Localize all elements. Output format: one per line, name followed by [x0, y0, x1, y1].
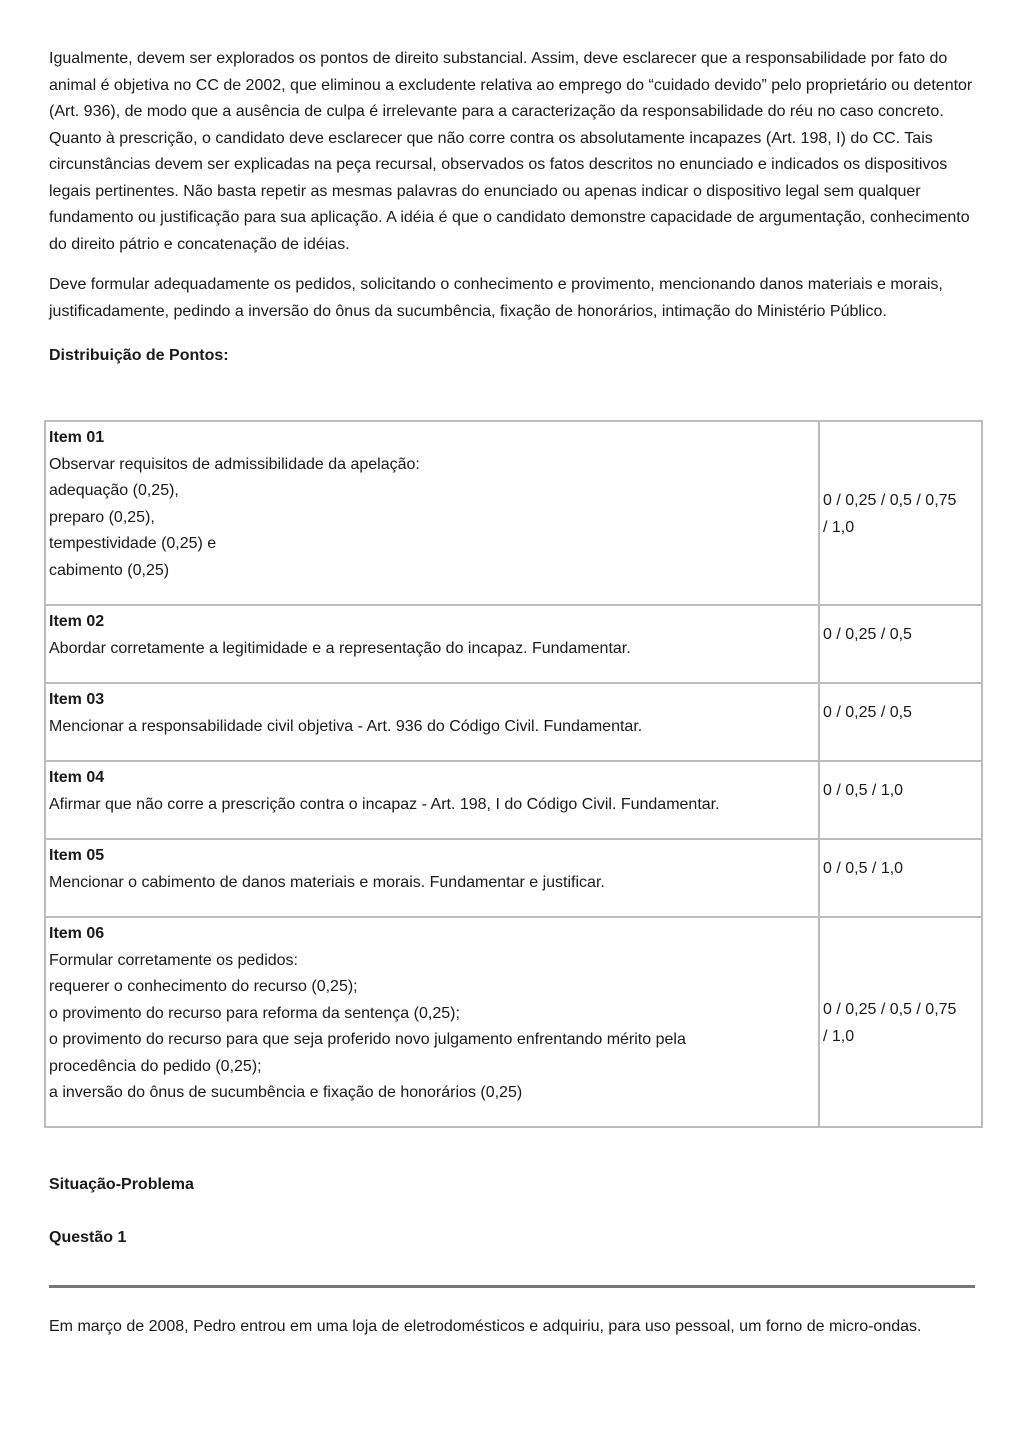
- item-line: Abordar corretamente a legitimidade e a representação do incapaz. Fundamentar.: [49, 639, 631, 657]
- item-points-cell: [819, 917, 982, 1127]
- item-points: 0 / 0,25 / 0,5: [823, 704, 912, 721]
- paragraph-requests: Deve formular adequadamente os pedidos, solicitando o conhecimento e provimento, mencionando danos materiais e morais, justificadamente, pedindo a inversão do ônus da sucumbência, fixação de honorários, intimação do Ministério Público.: [49, 276, 943, 320]
- item-points-cell: [819, 839, 982, 917]
- table-row: [45, 761, 982, 839]
- item-points-cell: [819, 605, 982, 683]
- item-title: Item 04: [49, 769, 105, 786]
- item-line: Observar requisitos de admissibilidade da apelação:: [49, 455, 420, 473]
- table-row: [45, 839, 982, 917]
- paragraph-substantive-law: Igualmente, devem ser explorados os pontos de direito substancial. Assim, deve esclarecer que a responsabilidade por fato do animal é objetiva no CC de 2002, que eliminou a excludente relativa ao emprego do “cuidado devido” pelo proprietário ou detentor (Art. 936), de modo que a ausência de culpa é irrelevante para a caracterização da responsabilidade do réu no caso concreto. Quanto à prescrição, o candidato deve esclarecer que não corre contra os absolutamente incapazes (Art. 198, I) do CC. Tais circunstâncias devem ser explicadas na peça recursal, observados os fatos descritos no enunciado e indicados os dispositivos legais pertinentes. Não basta repetir as mesmas palavras do enunciado ou apenas indicar o dispositivo legal sem qualquer fundamento ou justificação para sua aplicação. A idéia é que o candidato demonstre capacidade de argumentação, conhecimento do direito pátrio e concatenação de idéias.: [49, 50, 973, 253]
- item-points-continued: / 1,0: [823, 518, 855, 536]
- item-line: o provimento do recurso para que seja proferido novo julgamento enfrentando mérito pela: [49, 1031, 686, 1048]
- table-row: [45, 605, 982, 683]
- item-title: Item 03: [49, 691, 105, 708]
- item-line: procedência do pedido (0,25);: [49, 1057, 262, 1075]
- item-title: Item 06: [49, 925, 105, 942]
- item-line: cabimento (0,25): [49, 561, 170, 579]
- item-points-cell: [819, 761, 982, 839]
- item-description-cell: [45, 683, 819, 761]
- item-points: 0 / 0,25 / 0,5 / 0,75: [823, 1001, 957, 1018]
- section-heading: Situação-Problema: [49, 1176, 194, 1193]
- item-description-cell: [45, 839, 819, 917]
- item-line: Formular corretamente os pedidos:: [49, 951, 298, 969]
- item-points: 0 / 0,5 / 1,0: [823, 782, 904, 799]
- question-heading: Questão 1: [49, 1229, 127, 1246]
- item-points-cell: [819, 683, 982, 761]
- distribution-heading: Distribuição de Pontos:: [49, 347, 229, 364]
- item-description-cell: [45, 761, 819, 839]
- horizontal-divider: [49, 1285, 975, 1288]
- item-line: Afirmar que não corre a prescrição contra o incapaz - Art. 198, I do Código Civil. Fundamentar.: [49, 795, 720, 813]
- item-line: requerer o conhecimento do recurso (0,25);: [49, 978, 358, 995]
- item-line: preparo (0,25),: [49, 508, 155, 526]
- body-text: [49, 46, 975, 369]
- item-description-cell: [45, 605, 819, 683]
- table-row: [45, 683, 982, 761]
- item-description-cell: [45, 917, 819, 1127]
- item-points: 0 / 0,25 / 0,5: [823, 626, 912, 643]
- question-text: Em março de 2008, Pedro entrou em uma loja de eletrodomésticos e adquiriu, para uso pessoal, um forno de micro-ondas.: [49, 1318, 922, 1335]
- item-points: 0 / 0,5 / 1,0: [823, 860, 904, 877]
- item-line: Mencionar o cabimento de danos materiais e morais. Fundamentar e justificar.: [49, 873, 605, 891]
- item-line: Mencionar a responsabilidade civil objetiva - Art. 936 do Código Civil. Fundamentar.: [49, 717, 643, 735]
- item-title: Item 01: [49, 429, 105, 446]
- item-title: Item 05: [49, 847, 105, 864]
- table-row: [45, 917, 982, 1127]
- item-points: 0 / 0,25 / 0,5 / 0,75: [823, 492, 957, 509]
- item-points-cell: [819, 421, 982, 605]
- item-title: Item 02: [49, 613, 105, 630]
- points-table: [44, 420, 983, 1128]
- item-line: o provimento do recurso para reforma da sentença (0,25);: [49, 1004, 460, 1022]
- item-description-cell: [45, 421, 819, 605]
- item-points-continued: / 1,0: [823, 1027, 855, 1045]
- table-row: [45, 421, 982, 605]
- item-line: adequação (0,25),: [49, 482, 179, 499]
- item-line: tempestividade (0,25) e: [49, 535, 217, 552]
- item-line: a inversão do ônus de sucumbência e fixação de honorários (0,25): [49, 1084, 523, 1101]
